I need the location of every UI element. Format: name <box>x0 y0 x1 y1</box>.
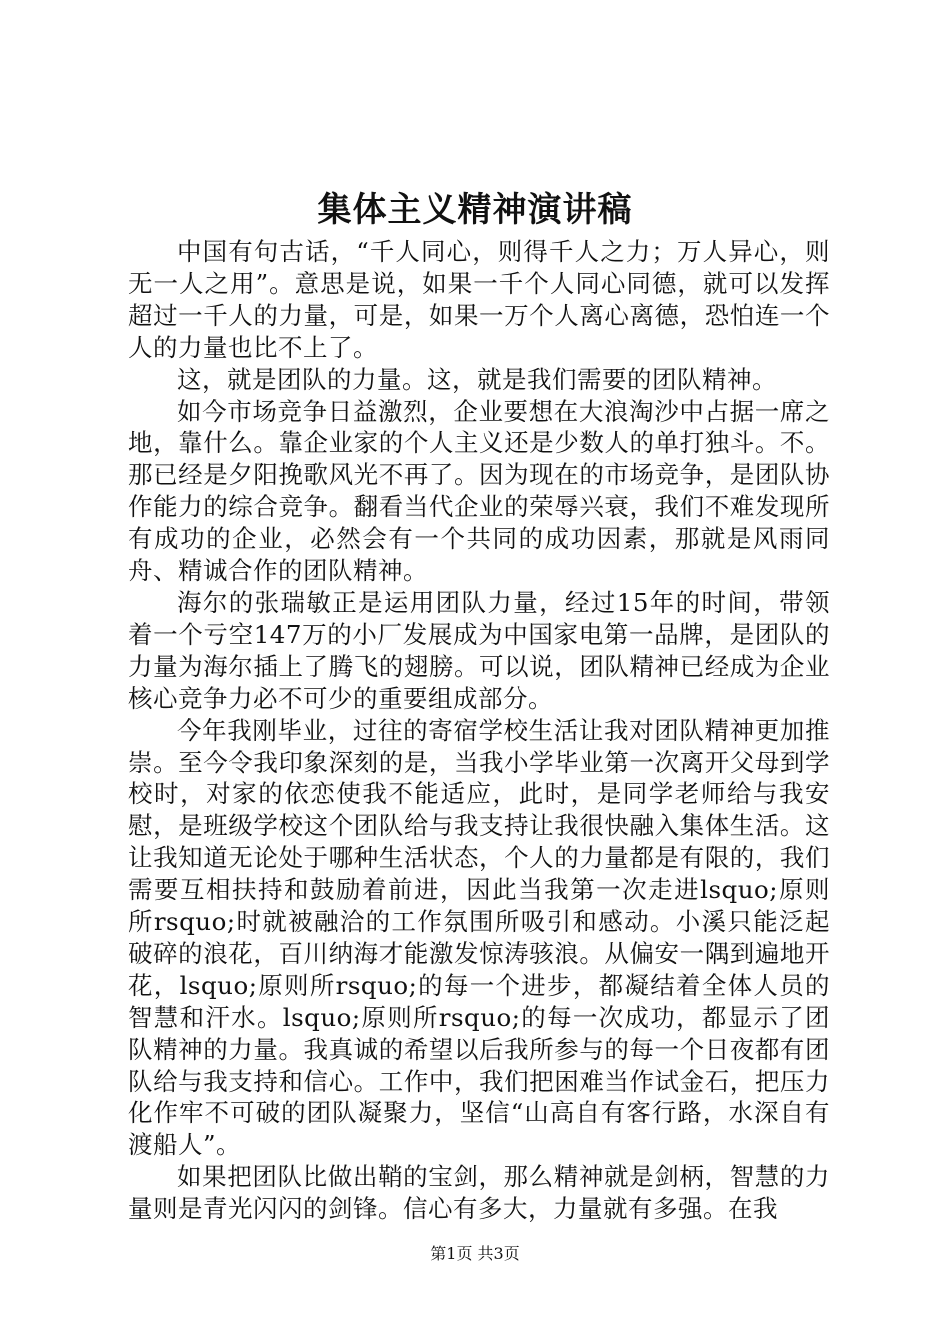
document-body <box>128 236 830 1225</box>
paragraph: 今年我刚毕业，过往的寄宿学校生活让我对团队精神更加推崇。至今令我印象深刻的是，当我小学毕业第一次离开父母到学校时，对家的依恋使我不能适应，此时，是同学老师给与我安慰，是班级学校这个团队给与我支持让我很快融入集体生活。这让我知道无论处于哪种生活状态，个人的力量都是有限的，我们需要互相扶持和鼓励着前进，因此当我第一次走进lsquo;原则所rsquo;时就被融洽的工作氛围所吸引和感动。小溪只能泛起破碎的浪花，百川纳海才能激发惊涛骇浪。从偏安一隅到遍地开花，lsquo;原则所rsquo;的每一个进步，都凝结着全体人员的智慧和汗水。lsquo;原则所rsquo;的每一次成功，都显示了团队精神的力量。我真诚的希望以后我所参与的每一个日夜都有团队给与我支持和信心。工作中，我们把困难当作试金石，把压力化作牢不可破的团队凝聚力，坚信“山高自有客行路，水深自有渡船人”。 <box>128 715 830 1160</box>
paragraph: 如今市场竞争日益激烈，企业要想在大浪淘沙中占据一席之地，靠什么。靠企业家的个人主义还是少数人的单打独斗。不。那已经是夕阳挽歌风光不再了。因为现在的市场竞争，是团队协作能力的综合竞争。翻看当代企业的荣辱兴衰，我们不难发现所有成功的企业，必然会有一个共同的成功因素，那就是风雨同舟、精诚合作的团队精神。 <box>128 396 830 586</box>
paragraph: 海尔的张瑞敏正是运用团队力量，经过15年的时间，带领着一个亏空147万的小厂发展成为中国家电第一品牌，是团队的力量为海尔插上了腾飞的翅膀。可以说，团队精神已经成为企业核心竞争力必不可少的重要组成部分。 <box>128 587 830 713</box>
page-footer: 第1页 共3页 <box>430 1244 520 1263</box>
paragraph: 如果把团队比做出鞘的宝剑，那么精神就是剑柄，智慧的力量则是青光闪闪的剑锋。信心有多大，力量就有多强。在我 <box>128 1162 830 1224</box>
paragraph: 这，就是团队的力量。这，就是我们需要的团队精神。 <box>177 364 777 394</box>
document-title: 集体主义精神演讲稿 <box>317 190 633 230</box>
paragraph: 中国有句古话，“千人同心，则得千人之力；万人异心，则无一人之用”。意思是说，如果一千个人同心同德，就可以发挥超过一千人的力量，可是，如果一万个人离心离德，恐怕连一个人的力量也比不上了。 <box>128 237 830 362</box>
